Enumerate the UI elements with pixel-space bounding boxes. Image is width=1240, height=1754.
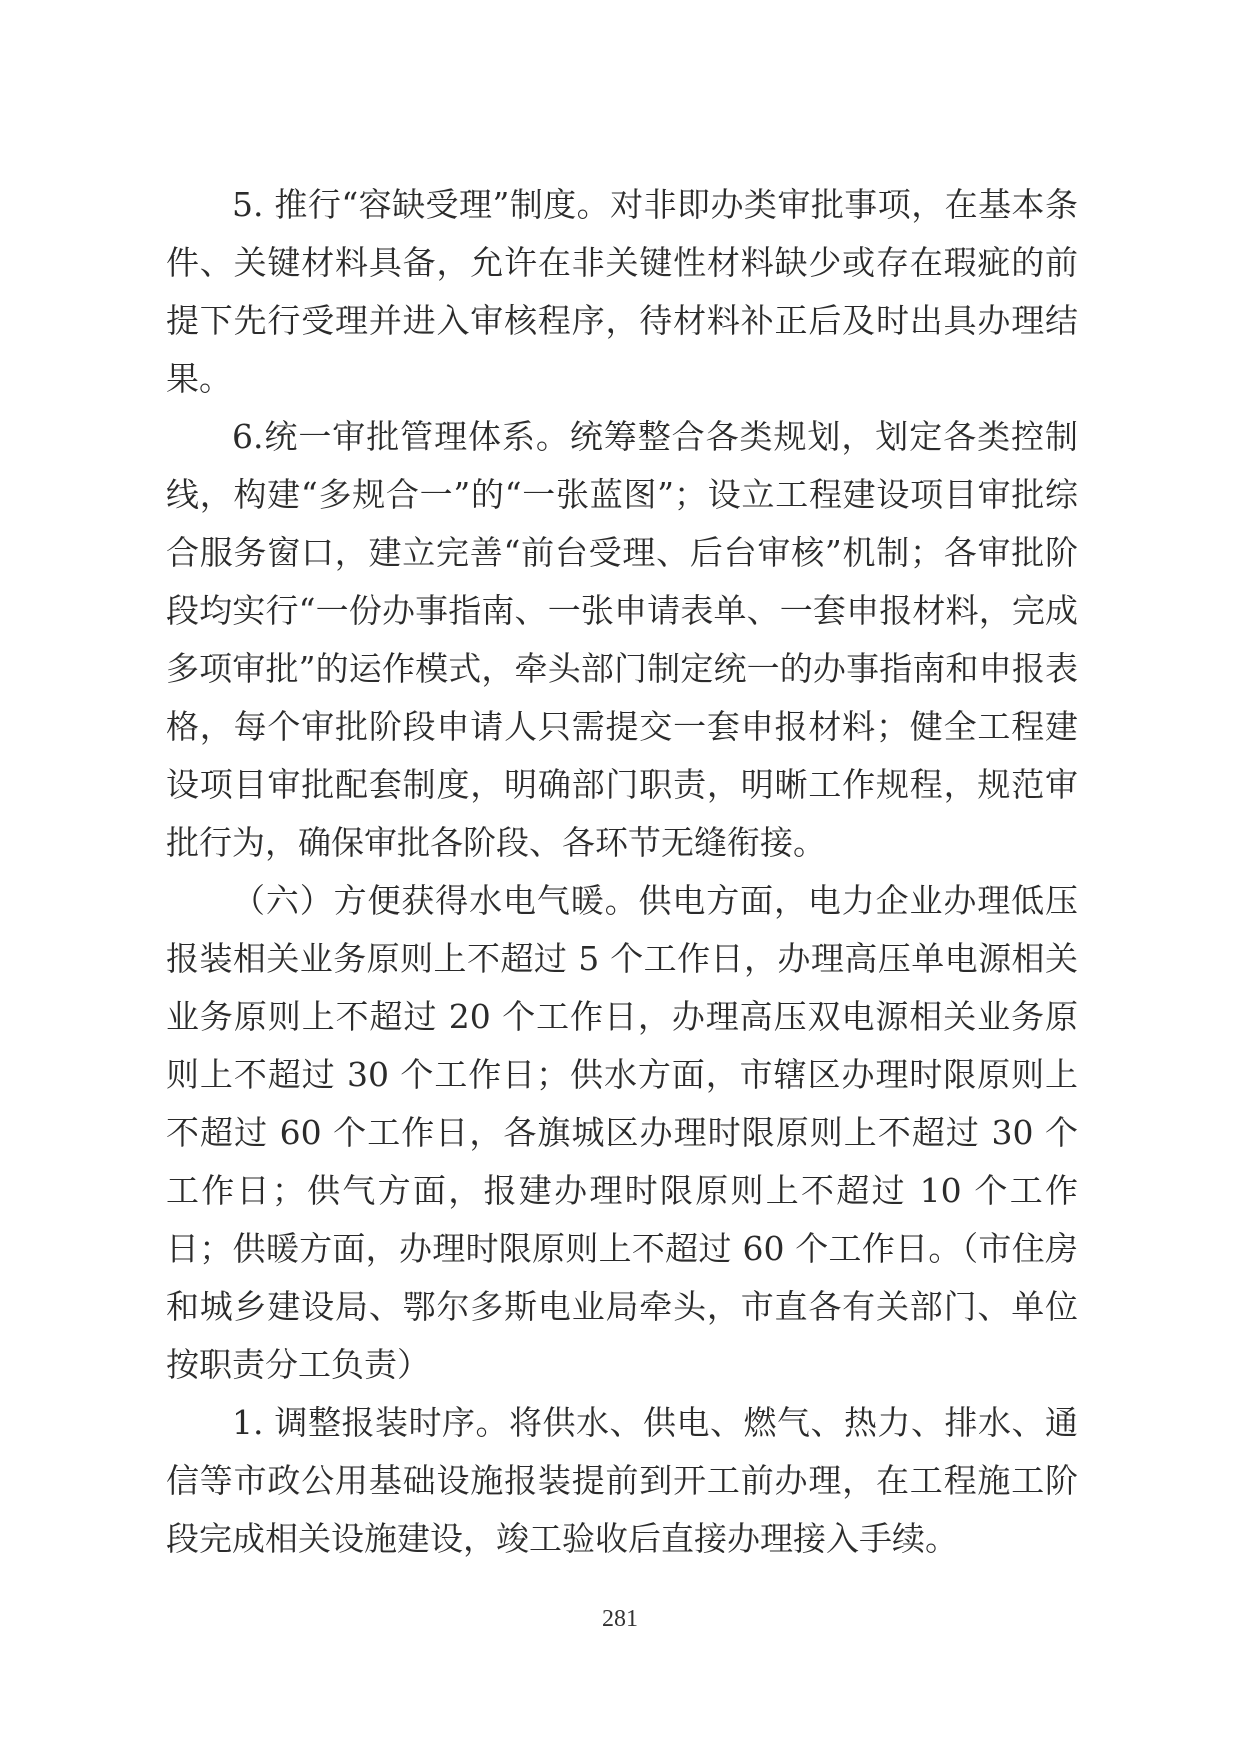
- body-text: [166, 176, 1078, 1568]
- paragraph-unified-approval-system: 6.统一审批管理体系。统筹整合各类规划，划定各类控制线，构建“多规合一”的“一张蓝图”；设立工程建设项目审批综合服务窗口，建立完善“前台受理、后台审核”机制；各审批阶段均实行“一份办事指南、一张申请表单、一套申报材料，完成多项审批”的运作模式，牵头部门制定统一的办事指南和申报表格，每个审批阶段申请人只需提交一套申报材料；健全工程建设项目审批配套制度，明确部门职责，明晰工作规程，规范审批行为，确保审批各阶段、各环节无缝衔接。: [166, 417, 1078, 862]
- paragraph-utilities-access: （六）方便获得水电气暖。供电方面，电力企业办理低压报装相关业务原则上不超过 5 个工作日，办理高压单电源相关业务原则上不超过 20 个工作日，办理高压双电源相关业务原则上不超过 30 个工作日；供水方面，市辖区办理时限原则上不超过 60 个工作日，各旗城区办理时限原则上不超过 30 个工作日；供气方面，报建办理时限原则上不超过 10 个工作日；供暖方面，办理时限原则上不超过 60 个工作日。（市住房和城乡建设局、鄂尔多斯电业局牵头，市直各有关部门、单位按职责分工负责）: [166, 881, 1078, 1384]
- paragraph-adjust-installation-sequence: 1. 调整报装时序。将供水、供电、燃气、热力、排水、通信等市政公用基础设施报装提前到开工前办理，在工程施工阶段完成相关设施建设，竣工验收后直接办理接入手续。: [166, 1403, 1078, 1558]
- page-number: 281: [602, 1606, 638, 1632]
- paragraph-rongque-shouli: 5. 推行“容缺受理”制度。对非即办类审批事项，在基本条件、关键材料具备，允许在非关键性材料缺少或存在瑕疵的前提下先行受理并进入审核程序，待材料补正后及时出具办理结果。: [166, 185, 1078, 398]
